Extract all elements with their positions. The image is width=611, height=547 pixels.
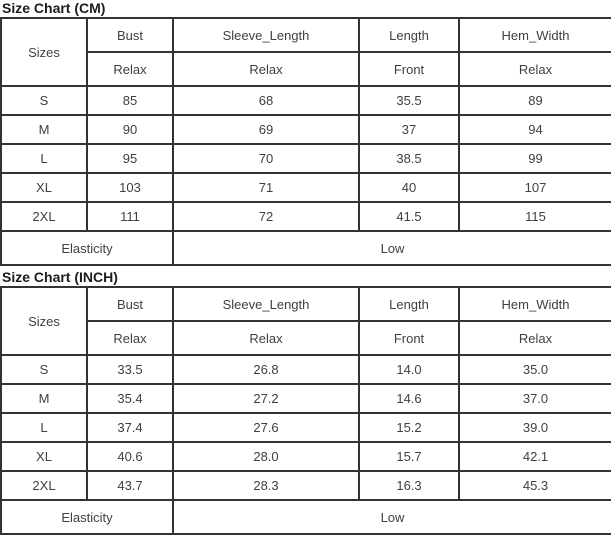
table-row-s: [1, 355, 611, 384]
size-cell: L: [1, 144, 87, 173]
subheader-cell: Relax: [87, 52, 173, 86]
subheader-cell: Relax: [459, 52, 611, 86]
sizes-corner-cell: Sizes: [1, 287, 87, 355]
size-cell: M: [1, 384, 87, 413]
value-cell: 37.0: [459, 384, 611, 413]
subheader-cell: Relax: [459, 321, 611, 355]
table-row-xl: [1, 173, 611, 202]
subheader-cell: Front: [359, 52, 459, 86]
value-cell: 15.7: [359, 442, 459, 471]
header-cell-sleeve-length: Sleeve_Length: [173, 287, 359, 321]
value-cell: 26.8: [173, 355, 359, 384]
value-cell: 40: [359, 173, 459, 202]
header-cell-sleeve-length: Sleeve_Length: [173, 18, 359, 52]
header-cell-length: Length: [359, 287, 459, 321]
value-cell: 94: [459, 115, 611, 144]
value-cell: 40.6: [87, 442, 173, 471]
value-cell: 72: [173, 202, 359, 231]
value-cell: 16.3: [359, 471, 459, 500]
value-cell: 70: [173, 144, 359, 173]
size-chart-inch-title: Size Chart (INCH): [2, 269, 118, 285]
value-cell: 39.0: [459, 413, 611, 442]
value-cell: 28.0: [173, 442, 359, 471]
table-row-l: [1, 413, 611, 442]
value-cell: 14.6: [359, 384, 459, 413]
value-cell: 14.0: [359, 355, 459, 384]
size-cell: XL: [1, 173, 87, 202]
table-row-l: [1, 144, 611, 173]
value-cell: 27.6: [173, 413, 359, 442]
elasticity-row: [1, 500, 611, 534]
table-row-s: [1, 86, 611, 115]
size-cell: M: [1, 115, 87, 144]
value-cell: 90: [87, 115, 173, 144]
value-cell: 35.0: [459, 355, 611, 384]
elasticity-row: [1, 231, 611, 265]
value-cell: 45.3: [459, 471, 611, 500]
table-row-m: [1, 115, 611, 144]
subheader-cell: Relax: [87, 321, 173, 355]
value-cell: 107: [459, 173, 611, 202]
elasticity-label-cell: Elasticity: [1, 500, 173, 534]
value-cell: 99: [459, 144, 611, 173]
subheader-cell: Relax: [173, 321, 359, 355]
table-row-m: [1, 384, 611, 413]
header-row-measure: [1, 287, 611, 321]
subheader-cell: Front: [359, 321, 459, 355]
table-row-xl: [1, 442, 611, 471]
size-cell: 2XL: [1, 471, 87, 500]
value-cell: 33.5: [87, 355, 173, 384]
value-cell: 15.2: [359, 413, 459, 442]
table-row-2xl: [1, 202, 611, 231]
sizes-corner-cell: Sizes: [1, 18, 87, 86]
value-cell: 35.5: [359, 86, 459, 115]
header-cell-hem-width: Hem_Width: [459, 18, 611, 52]
size-cell: S: [1, 86, 87, 115]
size-chart-cm-table: [0, 17, 611, 266]
value-cell: 43.7: [87, 471, 173, 500]
value-cell: 68: [173, 86, 359, 115]
size-cell: S: [1, 355, 87, 384]
value-cell: 37.4: [87, 413, 173, 442]
elasticity-value-cell: Low: [173, 500, 611, 534]
value-cell: 89: [459, 86, 611, 115]
value-cell: 71: [173, 173, 359, 202]
value-cell: 38.5: [359, 144, 459, 173]
size-chart-inch-table: [0, 286, 611, 535]
value-cell: 27.2: [173, 384, 359, 413]
header-cell-bust: Bust: [87, 287, 173, 321]
value-cell: 69: [173, 115, 359, 144]
value-cell: 95: [87, 144, 173, 173]
elasticity-value-cell: Low: [173, 231, 611, 265]
header-row-fit: [1, 321, 611, 355]
value-cell: 85: [87, 86, 173, 115]
elasticity-label-cell: Elasticity: [1, 231, 173, 265]
size-chart-cm-title: Size Chart (CM): [2, 0, 106, 16]
header-cell-hem-width: Hem_Width: [459, 287, 611, 321]
size-cell: XL: [1, 442, 87, 471]
value-cell: 115: [459, 202, 611, 231]
value-cell: 28.3: [173, 471, 359, 500]
size-cell: L: [1, 413, 87, 442]
subheader-cell: Relax: [173, 52, 359, 86]
value-cell: 37: [359, 115, 459, 144]
header-cell-bust: Bust: [87, 18, 173, 52]
header-cell-length: Length: [359, 18, 459, 52]
value-cell: 103: [87, 173, 173, 202]
table-row-2xl: [1, 471, 611, 500]
value-cell: 35.4: [87, 384, 173, 413]
value-cell: 42.1: [459, 442, 611, 471]
size-cell: 2XL: [1, 202, 87, 231]
header-row-measure: [1, 18, 611, 52]
header-row-fit: [1, 52, 611, 86]
value-cell: 41.5: [359, 202, 459, 231]
value-cell: 111: [87, 202, 173, 231]
